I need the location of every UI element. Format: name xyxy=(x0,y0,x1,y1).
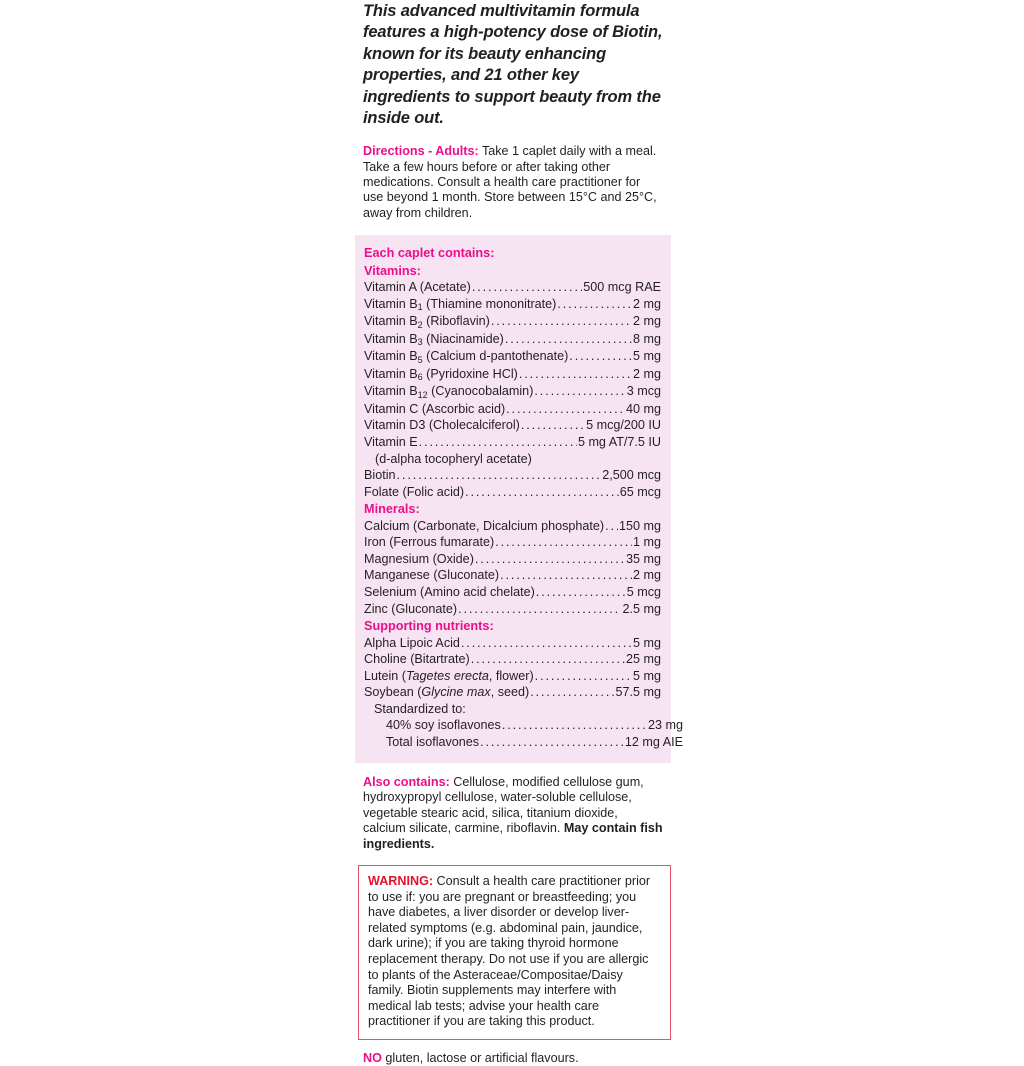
directions-label: Directions - Adults: xyxy=(363,144,479,159)
ingredient-name: Manganese (Gluconate) xyxy=(364,568,500,583)
dot-leader xyxy=(419,434,577,451)
ingredient-name: Magnesium (Oxide) xyxy=(364,551,474,566)
ingredient-name: Calcium (Carbonate, Dicalcium phosphate) xyxy=(364,518,605,533)
dot-leader xyxy=(475,551,625,568)
ingredient-row xyxy=(364,279,661,296)
supplement-facts-panel xyxy=(355,235,683,763)
directions-text: Take 1 caplet daily with a meal. Take a few hours before or after taking other medications. Consult a health care practitioner for use beyond 1 month. Store between 15°C and 25°C, away from children. xyxy=(363,144,657,220)
ingredient-name: Biotin xyxy=(364,468,396,483)
marketing-headline: This advanced multivitamin formula features a high-potency dose of Biotin, known for its beauty enhancing properties, and 21 other key ingredients to support beauty from the inside out. xyxy=(363,2,663,128)
ingredient-amount: 23 mg xyxy=(647,718,683,733)
dot-leader xyxy=(480,734,624,751)
dot-leader xyxy=(505,331,632,348)
ingredient-row xyxy=(364,366,661,384)
ingredient-amount: 2 mg xyxy=(633,314,661,329)
facts-group-heading: Supporting nutrients: xyxy=(364,619,494,634)
ingredient-amount: 57.5 mg xyxy=(615,685,661,700)
supplement-label xyxy=(355,0,683,1066)
ingredient-amount: 12 mg AIE xyxy=(624,734,683,749)
ingredient-amount: 2 mg xyxy=(633,296,661,311)
ingredient-amount: 2 mg xyxy=(633,568,661,583)
ingredient-amount: 8 mg xyxy=(633,331,661,346)
ingredient-row xyxy=(364,518,661,535)
ingredient-amount: 35 mg xyxy=(625,551,661,566)
ingredient-row xyxy=(364,584,661,601)
ingredient-amount: 5 mcg xyxy=(626,585,661,599)
dot-leader xyxy=(491,313,632,330)
warning-label: WARNING: xyxy=(368,874,434,889)
ingredient-row xyxy=(364,417,661,434)
ingredient-name: Vitamin $B_6$ (Pyridoxine HCl) xyxy=(364,366,518,383)
ingredient-name: Vitamin C (Ascorbic acid) xyxy=(364,401,506,416)
ingredient-row xyxy=(364,348,661,366)
ingredient-amount: 5 mg xyxy=(633,668,661,683)
ingredient-row xyxy=(364,467,661,484)
panel-title: Each caplet contains: xyxy=(364,245,495,260)
ingredient-row xyxy=(364,313,661,331)
dot-leader xyxy=(521,417,585,434)
ingredient-amount: 65 mcg xyxy=(619,484,661,499)
ingredient-amount: 5 mg xyxy=(633,349,661,364)
ingredient-name: Selenium (Amino acid chelate) xyxy=(364,585,535,599)
dot-leader xyxy=(605,518,618,535)
ingredient-amount: 25 mg xyxy=(625,652,661,667)
dot-leader xyxy=(530,684,614,701)
facts-group-heading: Minerals: xyxy=(364,502,420,517)
ingredient-row xyxy=(364,567,661,584)
dot-leader xyxy=(519,366,632,383)
warning-box xyxy=(358,865,671,1040)
standardized-label: Standardized to: xyxy=(374,701,466,716)
ingredient-name: Choline (Bitartrate) xyxy=(364,652,470,667)
ingredient-row xyxy=(364,434,661,451)
facts-groups xyxy=(364,263,683,751)
ingredient-amount: 150 mg xyxy=(618,518,661,533)
ingredient-name: 40% soy isoflavones xyxy=(386,718,501,733)
dot-leader xyxy=(535,668,632,685)
ingredient-row xyxy=(364,534,661,551)
dot-leader xyxy=(569,348,632,365)
ingredient-name: Zinc (Gluconate) xyxy=(364,601,458,616)
ingredient-row xyxy=(364,331,661,349)
ingredient-amount: 40 mg xyxy=(625,401,661,416)
dot-leader xyxy=(471,651,625,668)
dot-leader xyxy=(502,717,647,734)
ingredient-row xyxy=(364,551,661,568)
ingredient-amount: 2 mg xyxy=(633,366,661,381)
ingredient-row xyxy=(364,684,661,701)
ingredient-note: (d-alpha tocopheryl acetate) xyxy=(375,451,532,466)
dot-leader xyxy=(465,484,619,501)
free-from-statement xyxy=(355,1051,671,1066)
ingredient-name: Vitamin $B_3$ (Niacinamide) xyxy=(364,331,504,348)
ingredient-name: Soybean (Glycine max, seed) xyxy=(364,685,530,700)
ingredient-name: Lutein (Tagetes erecta, flower) xyxy=(364,668,534,683)
ingredient-amount: 2,500 mcg xyxy=(602,468,661,483)
ingredient-name: Iron (Ferrous fumarate) xyxy=(364,535,495,550)
no-label: NO xyxy=(363,1050,382,1065)
no-text: gluten, lactose or artificial flavours. xyxy=(381,1050,579,1065)
ingredient-row xyxy=(364,635,661,652)
ingredient-name: Vitamin $B_{12}$ (Cyanocobalamin) xyxy=(364,384,534,400)
also-contains-bold-tail: May contain fish ingredients. xyxy=(363,821,663,851)
ingredient-name: Vitamin $B_2$ (Riboflavin) xyxy=(364,314,490,330)
standardized-row xyxy=(364,734,683,751)
dot-leader xyxy=(536,584,626,601)
dot-leader xyxy=(458,601,621,618)
ingredient-amount: 5 mcg/200 IU xyxy=(586,418,661,433)
ingredient-amount: 5 mg xyxy=(633,635,661,650)
ingredient-row xyxy=(364,383,661,401)
warning-text: Consult a health care practitioner prior to use if: you are pregnant or breastfeeding; you have diabetes, a liver disorder or develop liver-related symptoms (e.g. abdominal pain, jaundice, dark urine); if you are taking thyroid hormone replacement therapy. Do not use if you are allergic to plants of the Asteraceae/Compositae/Daisy family. Biotin supplements may interfere with medical lab tests; advise your health care practitioner if you are taking this product. xyxy=(368,874,651,1029)
dot-leader xyxy=(534,383,625,400)
dot-leader xyxy=(495,534,632,551)
ingredient-row xyxy=(364,601,661,618)
also-contains-text: Cellulose, modified cellulose gum, hydroxypropyl cellulose, water-soluble cellulose, vegetable stearic acid, silica, titanium dioxide, calcium silicate, carmine, riboflavin. xyxy=(363,774,644,836)
ingredient-row xyxy=(364,484,661,501)
ingredient-name: Vitamin A (Acetate) xyxy=(364,280,471,295)
also-contains-label: Also contains: xyxy=(363,774,450,789)
ingredient-amount: 3 mcg xyxy=(626,384,661,399)
ingredient-name: Vitamin $B_1$ (Thiamine mononitrate) xyxy=(364,296,557,313)
also-contains-block xyxy=(355,775,671,853)
ingredient-amount: 1 mg xyxy=(633,535,661,550)
ingredient-row xyxy=(364,651,661,668)
dot-leader xyxy=(472,279,582,296)
ingredient-row xyxy=(364,668,661,685)
dot-leader xyxy=(506,401,625,418)
directions-block xyxy=(355,144,671,220)
ingredient-name: Alpha Lipoic Acid xyxy=(364,635,460,650)
ingredient-amount: 2.5 mg xyxy=(622,601,661,616)
ingredient-row xyxy=(364,296,661,314)
facts-group-heading: Vitamins: xyxy=(364,263,421,278)
standardized-row xyxy=(364,717,683,734)
ingredient-amount: 500 mcg RAE xyxy=(583,280,661,295)
ingredient-row xyxy=(364,401,661,418)
dot-leader xyxy=(461,635,632,652)
dot-leader xyxy=(397,467,602,484)
ingredient-amount: 5 mg AT/7.5 IU xyxy=(577,435,661,450)
ingredient-name: Vitamin E xyxy=(364,435,418,450)
ingredient-name: Folate (Folic acid) xyxy=(364,484,465,499)
ingredient-name: Vitamin $B_5$ (Calcium d-pantothenate) xyxy=(364,349,569,365)
ingredient-name: Total isoflavones xyxy=(386,734,480,749)
dot-leader xyxy=(500,567,632,584)
dot-leader xyxy=(557,296,632,313)
ingredient-name: Vitamin D3 (Cholecalciferol) xyxy=(364,418,520,433)
